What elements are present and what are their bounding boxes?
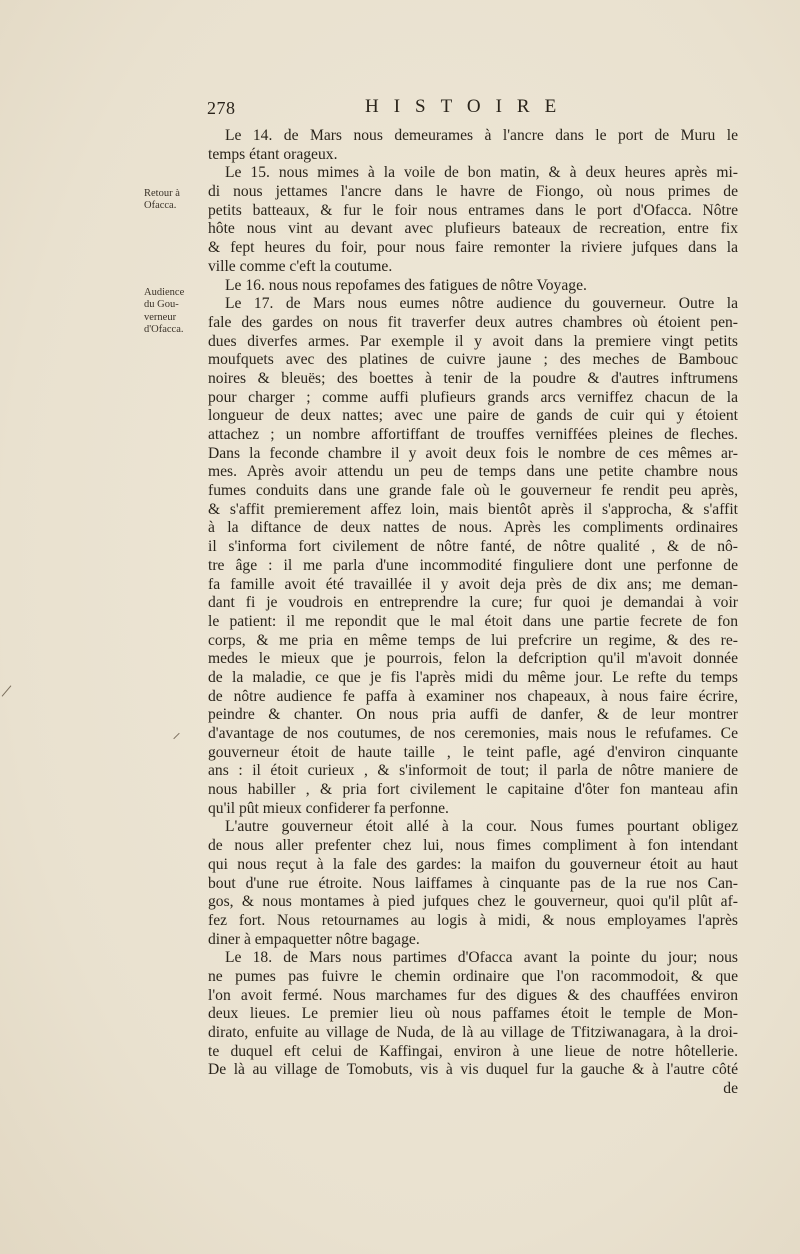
text-line: temps étant orageux. — [208, 145, 338, 163]
body-text — [208, 127, 738, 1099]
text-line: fez fort. Nous retournames au logis à midi, & nous employames l'après — [208, 911, 738, 929]
text-line: gos, & nous montames à pied jufques chez le gouverneur, quoi qu'il plût af- — [208, 893, 738, 911]
text-line: hôte nous vint au devant avec plufieurs bateaux de recreation, entre fix — [208, 220, 738, 238]
margin-note-line: d'Ofacca. — [144, 324, 184, 336]
text-line: medes le mieux que je pourrois, felon la defcription qu'il m'avoit donnée — [208, 650, 738, 668]
text-line: longueur de deux nattes; avec une paire de gands de cuir qui y étoient — [208, 407, 738, 425]
text-line: De là au village de Tomobuts, vis à vis duquel fur la gauche & à l'autre côté — [208, 1061, 738, 1079]
text-line: corps, & me pria en même temps de lui prefcrire un regime, & des re- — [208, 631, 738, 649]
text-line: diner à empaquetter nôtre bagage. — [208, 930, 420, 948]
text-line: Dans la feconde chambre il y avoit deux fois le nombre de ces mêmes ar- — [208, 444, 738, 462]
text-line: Le 15. nous mimes à la voile de bon matin, & à deux heures après mi- — [225, 164, 738, 182]
margin-note-retour — [144, 188, 210, 213]
text-line: de nôtre audience fe paffa à examiner nos chapeaux, à nous faire écrire, — [208, 687, 738, 705]
text-line: de nous aller prefenter chez lui, nous fimes compliment à fon intendant — [208, 837, 738, 855]
text-line: Le 14. de Mars nous demeurames à l'ancre dans le port de Muru le — [225, 127, 738, 144]
text-line: mes. Après avoir attendu un peu de temps dans une petite chambre nous — [208, 463, 738, 481]
text-line: dirato, enfuite au village de Nuda, de là au village de Tfitziwanagara, à la droi- — [208, 1024, 738, 1041]
margin-note-line: Retour à — [144, 188, 180, 199]
text-line: il s'informa fort civilement de nôtre fanté, de nôtre qualité , & de nô- — [208, 538, 738, 556]
text-line: ans : il étoit curieux , & s'informoit de tout; il parla de nôtre maniere de — [208, 762, 738, 780]
text-line: noires & bleuës; des boettes à tenir de la poudre & d'autres inftrumens — [208, 369, 738, 387]
text-line: bout d'une rue étroite. Nous laiffames à cinquante pas de la rue nos Can- — [208, 874, 738, 892]
ink-mark — [2, 685, 12, 696]
text-line: dant fi je voudrois en entreprendre la cure; fur quoi je demandai à voir — [208, 594, 738, 612]
running-title: HISTOIRE — [365, 96, 572, 117]
text-line: d'avantage de nos coutumes, de nos ceremonies, mais nous le refufames. Ce — [208, 725, 738, 742]
text-line: qui nous reçut à la fale des gardes: la maifon du gouverneur étoit au haut — [208, 855, 738, 873]
text-line: ville comme c'eft la coutume. — [208, 257, 393, 275]
text-line: & fept heures du foir, pour nous faire remonter la riviere jufques dans la — [208, 239, 738, 257]
text-line: Le 16. nous nous repofames des fatigues de nôtre Voyage. — [225, 276, 587, 294]
text-line: de — [723, 1080, 738, 1098]
text-line: à la diftance de deux nattes de nous. Après les compliments ordinaires — [208, 519, 738, 537]
page-number: 278 — [207, 98, 236, 118]
text-line: qu'il pût mieux confiderer fa perfonne. — [208, 799, 449, 817]
text-line: fa famille avoit été travaillée il y avoit deja près de dix ans; me deman- — [208, 575, 738, 593]
text-line: peindre & chanter. On nous pria auffi de danfer, & de leur montrer — [208, 706, 738, 724]
text-line: dues diverfes armes. Par exemple il y avoit dans la premiere vingt petits — [208, 332, 738, 350]
page-header — [0, 98, 800, 122]
text-line: attachez ; un nombre affortiffant de trouffes verniffées pleines de fleches. — [208, 426, 738, 443]
text-line: ne pumes pas fuivre le chemin ordinaire que l'on racommodoit, & que — [208, 967, 738, 985]
margin-note-line: Audience — [144, 287, 185, 298]
margin-note-audience — [144, 287, 210, 337]
text-line: L'autre gouverneur étoit allé à la cour. Nous fumes pourtant obligez — [225, 818, 738, 836]
text-line: fumes conduits dans une grande fale où le gouverneur fe rendit peu après, — [208, 482, 738, 500]
text-line: l'on avoit fermé. Nous marchames fur des digues & des chauffées environ — [208, 986, 738, 1004]
text-line: di nous jettames l'ancre dans le havre de Fiongo, où nous primes de — [208, 183, 738, 201]
text-line: Le 18. de Mars nous partimes d'Ofacca avant la pointe du jour; nous — [225, 949, 738, 967]
text-line: Le 17. de Mars nous eumes nôtre audience du gouverneur. Outre la — [225, 295, 738, 313]
text-line: te duquel eft celui de Kaffingai, environ à une lieue de notre hôtellerie. — [208, 1042, 738, 1060]
ink-mark — [173, 733, 179, 739]
margin-note-line: du Gou- — [144, 299, 179, 311]
margin-note-line: Ofacca. — [144, 200, 177, 212]
text-line: deux lieues. Le premier lieu où nous paffames étoit le temple de Mon- — [208, 1005, 738, 1023]
text-line: fale des gardes on nous fit traverfer deux autres chambres où étoient pen- — [208, 313, 738, 331]
text-line: nous habiller , & pria fort civilement le capitaine d'ôter fon manteau afin — [208, 781, 738, 799]
text-line: petits batteaux, & fur le foir nous entrames dans le port d'Ofacca. Nôtre — [208, 201, 738, 219]
text-line: pour charger ; comme auffi plufieurs grands arcs verniffez chacun de la — [208, 388, 738, 406]
text-line: le patient: il me repondit que le mal étoit dans une partie fecrete de fon — [208, 612, 738, 630]
margin-note-line: verneur — [144, 311, 177, 323]
text-line: & s'affit premierement affez loin, mais bientôt après il s'approcha, & s'affit — [208, 500, 738, 518]
text-line: gouverneur étoit de haute taille , le teint pafle, agé d'environ cinquante — [208, 743, 738, 761]
text-line: tre âge : il me parla d'une incommodité finguliere dont une perfonne de — [208, 556, 738, 574]
text-line: moufquets avec des platines de cuivre jaune ; des meches de Bambouc — [208, 351, 738, 369]
text-line: de la maladie, ce que je fis l'après midi du même jour. Le refte du temps — [208, 668, 738, 686]
